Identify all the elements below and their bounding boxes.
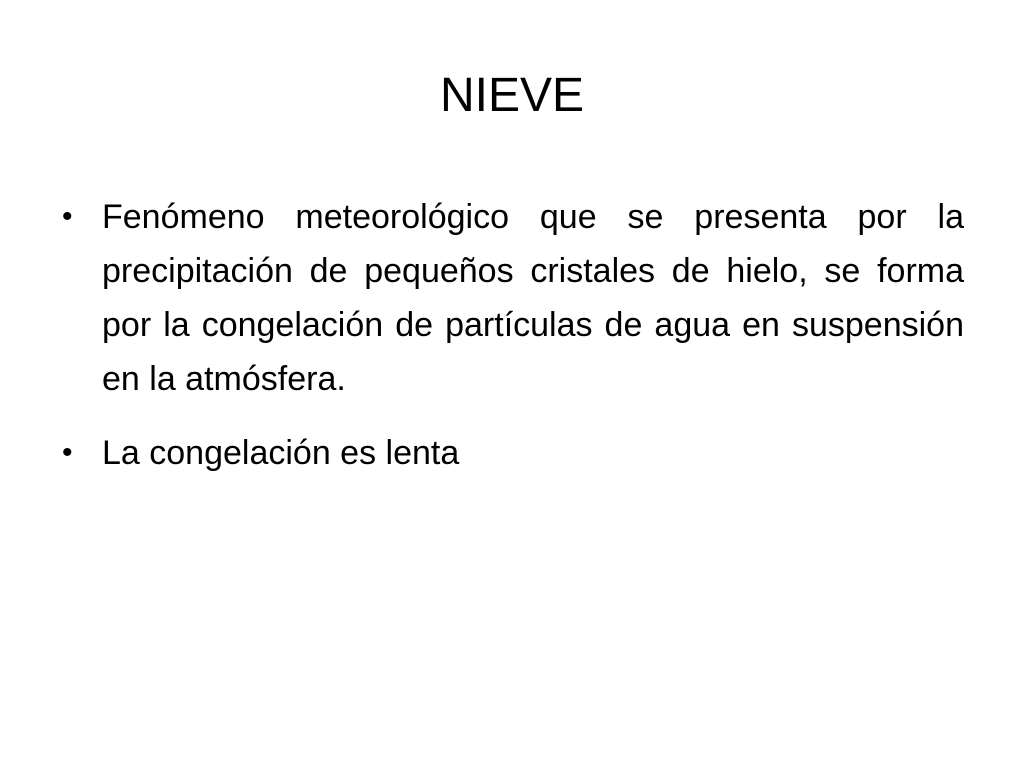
bullet-marker: •: [62, 200, 73, 233]
bullet-item-definition: [62, 190, 964, 406]
bullet-list: [62, 190, 964, 500]
bullet-text: Fenómeno meteorológico que se presenta por la precipitación de pequeños cristales de hielo, se forma por la congelación de partículas de agua en suspensión en la atmósfera.: [102, 198, 964, 398]
bullet-item-freezing: [62, 426, 964, 480]
bullet-text: La congelación es lenta: [102, 434, 460, 472]
slide-title: NIEVE: [439, 69, 585, 122]
bullet-marker: •: [62, 436, 73, 469]
